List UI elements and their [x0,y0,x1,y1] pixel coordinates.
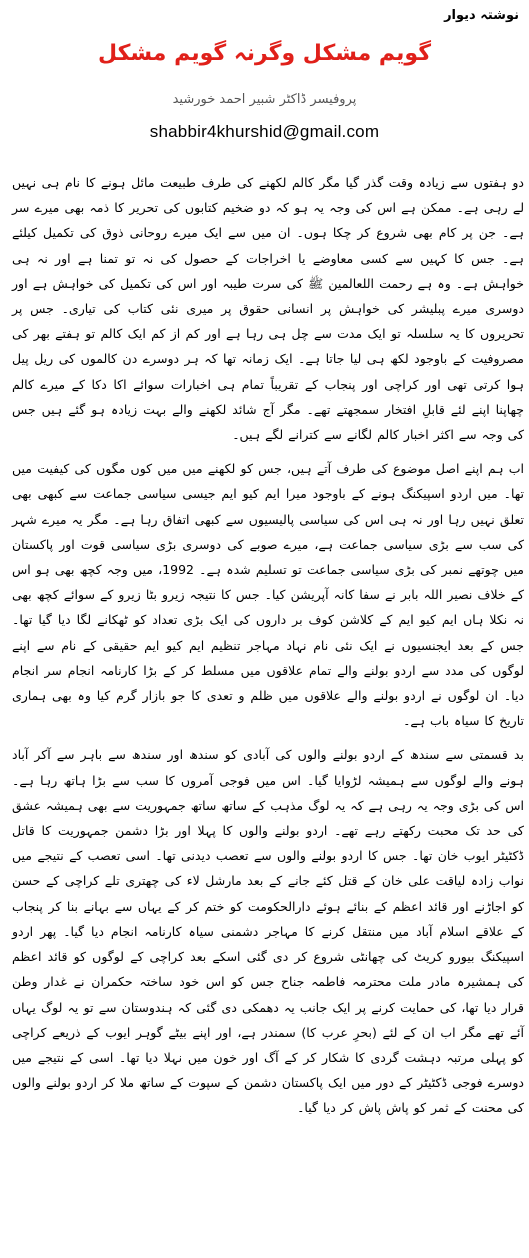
author-name: پروفیسر ڈاکٹر شبیر احمد خورشید [172,92,357,107]
paragraph-3: بد قسمتی سے سندھ کے اردو بولنے والوں کی آبادی کو سندھ اور سندھ سے باہر سے آکر آباد ہونے والے لوگوں سے ہمیشہ لڑوایا گیا۔ اس میں فوجی آمروں کا سب سے بڑا ہاتھ رہا ہے۔ اس کی بڑی وجہ یہ رہی ہے کہ یہ لوگ مذہب کے ساتھ ساتھ جمہوریت سے بھی ہمیشہ عشق کی حد تک محبت رکھتے رہے تھے۔ اردو بولنے والوں کا پہلا اور بڑا دشمن جمہوریت کا قاتل ڈکٹیٹر ایوب خان تھا۔ جس کا اردو بولنے والوں سے تعصب دیدنی تھا۔ اسی تعصب کے نتیجے میں نواب زادہ لیاقت علی خان کے قتل کئے جانے کے بعد مارشل لاء کی چھتری تلے کراچی کے حسن کو اجاڑنے اور قائد اعظم کے بنائے ہوئے دارالحکومت کو ختم کر کے یہاں سے بہانے بنا کر پنجاب کے علاقے اسلام آباد میں منتقل کرنے کا مہاجر دشمنی سیاہ کارنامہ انجام دیا گیا۔ پھر اردو اسپیکنگ بیورو کریٹ کی چھانٹی شروع کر دی گئی اسکے بعد کراچی کے لوگوں کو قائد اعظم کی ہمشیرہ مادر ملت محترمہ فاطمہ جناح جس کو اس خود ساختہ حکمران نے غدار وطن قرار دیا تھا، کی حمایت کرنے پر ایک جانب یہ دھمکی دی گئی کہ ہندوستان سے تو یہ لوگ یہاں آئے تھے مگر اب ان کے لئے (بحرِ عرب کا) سمندر ہے، اور اپنے بیٹے گوہر ایوب کے ذریعے کراچی کو پہلی مرتبہ دہشت گردی کا شکار کر کے آگ اور خون میں نہلا دیا تھا۔ اسی کے نتیجے میں دوسرے فوجی ڈکٹیٹر کے دور میں ایک پاکستان دشمن کے سپوت کے ساتھ ملا کر اردو بولنے والوں کی محنت کے ثمر کو پاش پاش کر دیا گیا۔ [12,747,524,1116]
column-label: نوشتہ دیوار [444,8,519,23]
paragraph-1: دو ہفتوں سے زیادہ وقت گذر گیا مگر کالم لکھنے کی طرف طبیعت مائل ہونے کا نام ہی نہیں لے رہی ہے۔ ممکن ہے اس کی وجہ یہ ہو کہ دو ضخیم کتابوں کی تحریر کا ذمہ بھی میرے سر ہے۔ جن پر کام بھی شروع کر چکا ہوں۔ ان میں سے ایک میرے روحانی ذوق کی تکمیل کیلئے ہے۔ جس کا کہیں سے کسی معاوضے یا اخراجات کے حصول کی نہ تو تمنا ہے اور نہ ہی خواہش ہے۔ وہ ہے رحمت اللعالمین ﷺ کی سرت طیبہ اور اس کی تکمیل کی خواہش ہے اور دوسری میرے پبلیشر کی خواہش پر انسانی حقوق پر میری نئی کتاب کی تیاری۔ جس پر تحریروں کا یہ سلسلہ تو ایک مدت سے چل ہی رہا ہے اور کم از کم ایک کالم تو ہفتے بھر کی مصروفیت کے باوجود لکھ ہی لیا جاتا ہے۔ ایک زمانہ تھا کہ ہر دوسرے دن کالموں کی ریل پیل ہوا کرتی تھی اور کراچی اور پنجاب کے تقریباً تمام ہی اخبارات سوائے اکا دکا کے میرے کالم چھاپنا اپنے لئے قابلِ افتخار سمجھتے تھے۔ مگر آج شائد لکھنے والے بہت زیادہ ہو گئے ہیں جس کی وجہ سے اکثر اخبار کالم لگانے سے کترانے لگے ہیں۔ [12,175,524,443]
author-email: shabbir4khurshid@gmail.com [149,122,380,141]
paragraph-2: اب ہم اپنے اصل موضوع کی طرف آتے ہیں، جس کو لکھنے میں میں کوں مگوں کی کیفیت میں تھا۔ میں اردو اسپیکنگ ہونے کے باوجود میرا ایم کیو ایم جیسی سیاسی جماعت سے کبھی بھی تعلق نہیں رہا اور نہ ہی اس کی سیاسی پالیسیوں سے کبھی اتفاق رہا ہے۔ مگر یہ میرے شہر کی سب سے بڑی سیاسی جماعت ہے، میرے صوبے کی دوسری بڑی سیاسی قوت اور پاکستان میں چوتھے نمبر کی بڑی سیاسی جماعت تو تسلیم شدہ ہے۔ 1992، میں وجہ کچھ بھی ہو اس کے خلاف نصیر اللہ بابر نے سفا کانہ آپریشن کیا۔ جس کا نتیجہ زیرو بٹا زیرو کے سوائے کچھ بھی نہ نکلا ہاں ایم کیو ایم کے کلاشن کوف بر داروں کی ایک بڑی تعداد کو ٹھکانے لگا دیا گیا تھا۔ جس کے بعد ایجنسیوں نے ایک نئی نام نہاد مہاجر تنظیم ایم کیو ایم حقیقی کے نام سے اپنے لوگوں کی مدد سے اردو بولنے والے تمام علاقوں میں مسلط کر کے بڑا کارنامہ انجام سر انجام دیا۔ ان لوگوں نے اردو بولنے والے علاقوں میں ظلم و تعدی کا جو بازار گرم کیا وہ بھی ہماری تاریخ کا سیاہ باب ہے۔ [12,461,524,729]
article-body [12,170,524,1130]
article-headline: گویم مشکل وگرنہ گویم مشکل [97,41,432,66]
